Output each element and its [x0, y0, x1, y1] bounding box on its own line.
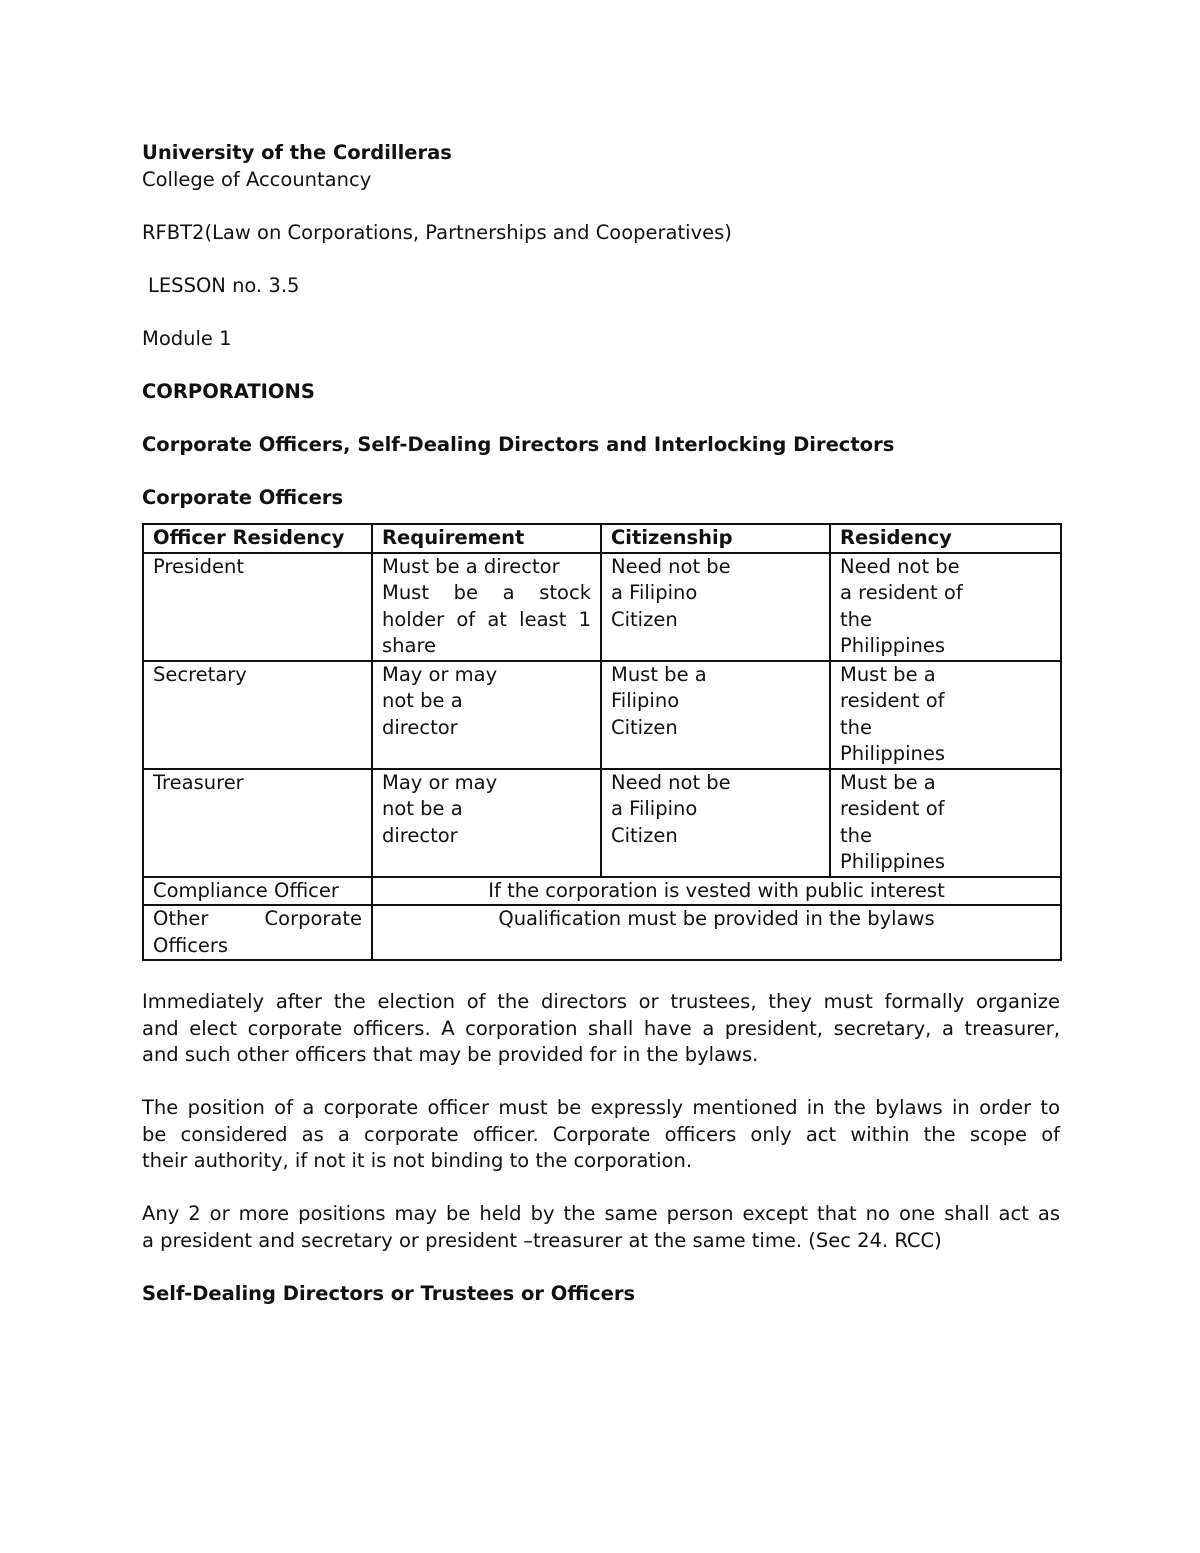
cell-line: Philippines: [840, 850, 946, 873]
citizenship-cell: [601, 661, 830, 769]
table-row: [143, 877, 1061, 906]
cell-line: a resident of: [840, 581, 963, 604]
cell-line: Must be a: [611, 662, 707, 686]
residency-cell: [830, 769, 1061, 877]
cell-line: Need not be: [840, 554, 960, 578]
paragraph-line: Immediately after the election of the directors or trustees, they must formally organize: [142, 990, 1060, 1013]
cell-line: Citizen: [611, 823, 678, 847]
cell-line: Citizen: [611, 715, 678, 739]
cell-line: the: [840, 715, 873, 739]
cell-line: Compliance Officer: [153, 878, 339, 902]
cell-line: a Filipino: [611, 797, 698, 820]
cell-line: May or may: [382, 662, 498, 686]
cell-line: holder of at least 1: [382, 607, 591, 631]
university-name: University of the Cordilleras: [142, 141, 452, 164]
table-row: [143, 905, 1061, 960]
college-name: College of Accountancy: [142, 167, 372, 191]
cell-line: director: [382, 715, 458, 739]
cell-line: Officers: [153, 933, 229, 957]
cell-line: not be a: [382, 689, 463, 712]
document-page: [142, 140, 1060, 1307]
cell-line: Must be a director: [382, 554, 560, 578]
corporate-officers-table: [142, 523, 1062, 961]
header-officer-residency: Officer Residency: [143, 524, 372, 553]
cell-line: not be a: [382, 797, 463, 820]
cell-line: the: [840, 607, 873, 631]
cell-line: Philippines: [840, 742, 946, 765]
cell-line: Must be a: [840, 770, 936, 794]
cell-line: May or may: [382, 770, 498, 794]
paragraph-line: be considered as a corporate officer. Corporate officers only act within the scope of: [142, 1122, 1060, 1146]
table-header-row: [143, 524, 1061, 553]
cell-line: Must be a stock: [382, 581, 591, 604]
course-title: RFBT2(Law on Corporations, Partnerships and Cooperatives): [142, 220, 732, 244]
paragraph-officer-position: [142, 1095, 1060, 1175]
cell-line: a Filipino: [611, 581, 698, 604]
requirement-cell: [372, 769, 601, 877]
officer-cell: [143, 905, 372, 960]
paragraph-line: their authority, if not it is not binding to the corporation.: [142, 1149, 693, 1172]
requirement-cell: [372, 553, 601, 661]
table-row: [143, 661, 1061, 769]
cell-line: Citizen: [611, 607, 678, 631]
module-label: Module 1: [142, 326, 232, 350]
residency-cell: [830, 661, 1061, 769]
paragraph-line: and elect corporate officers. A corporation shall have a president, secretary, a treasurer,: [142, 1016, 1060, 1040]
spanning-note-cell: Qualification must be provided in the bylaws: [372, 905, 1061, 960]
residency-cell: [830, 553, 1061, 661]
header-requirement: Requirement: [372, 524, 601, 553]
spanning-note-cell: If the corporation is vested with public interest: [372, 877, 1061, 906]
cell-line: Need not be: [611, 554, 731, 578]
officer-cell: Secretary: [143, 661, 372, 769]
officer-cell: Treasurer: [143, 769, 372, 877]
topic-heading: CORPORATIONS: [142, 379, 315, 403]
table-row: [143, 553, 1061, 661]
section-heading-self-dealing: Self-Dealing Directors or Trustees or Officers: [142, 1281, 636, 1305]
cell-line: share: [382, 634, 437, 657]
paragraph-line: The position of a corporate officer must be expressly mentioned in the bylaws in order to: [142, 1096, 1060, 1119]
requirement-cell: [372, 661, 601, 769]
header-residency: Residency: [830, 524, 1061, 553]
cell-line: resident of: [840, 689, 945, 712]
cell-line: resident of: [840, 797, 945, 820]
paragraph-line: a president and secretary or president –treasurer at the same time. (Sec 24. RCC): [142, 1228, 942, 1252]
paragraph-multiple-positions: [142, 1201, 1060, 1254]
officer-cell: President: [143, 553, 372, 661]
section-heading-corporate-officers: Corporate Officers: [142, 485, 344, 509]
subtopic-heading: Corporate Officers, Self-Dealing Directors and Interlocking Directors: [142, 432, 895, 456]
table-row: [143, 769, 1061, 877]
cell-line: Must be a: [840, 662, 936, 686]
cell-line: Other Corporate: [153, 907, 362, 930]
cell-line: Need not be: [611, 770, 731, 794]
citizenship-cell: [601, 769, 830, 877]
cell-line: director: [382, 823, 458, 847]
cell-line: Filipino: [611, 689, 680, 712]
lesson-number: LESSON no. 3.5: [148, 273, 300, 297]
header-citizenship: Citizenship: [601, 524, 830, 553]
paragraph-line: Any 2 or more positions may be held by the same person except that no one shall act as: [142, 1202, 1060, 1225]
cell-line: Philippines: [840, 634, 946, 657]
citizenship-cell: [601, 553, 830, 661]
officer-cell: [143, 877, 372, 906]
cell-line: the: [840, 823, 873, 847]
paragraph-officer-election: [142, 989, 1060, 1069]
paragraph-line: and such other officers that may be provided for in the bylaws.: [142, 1043, 759, 1066]
